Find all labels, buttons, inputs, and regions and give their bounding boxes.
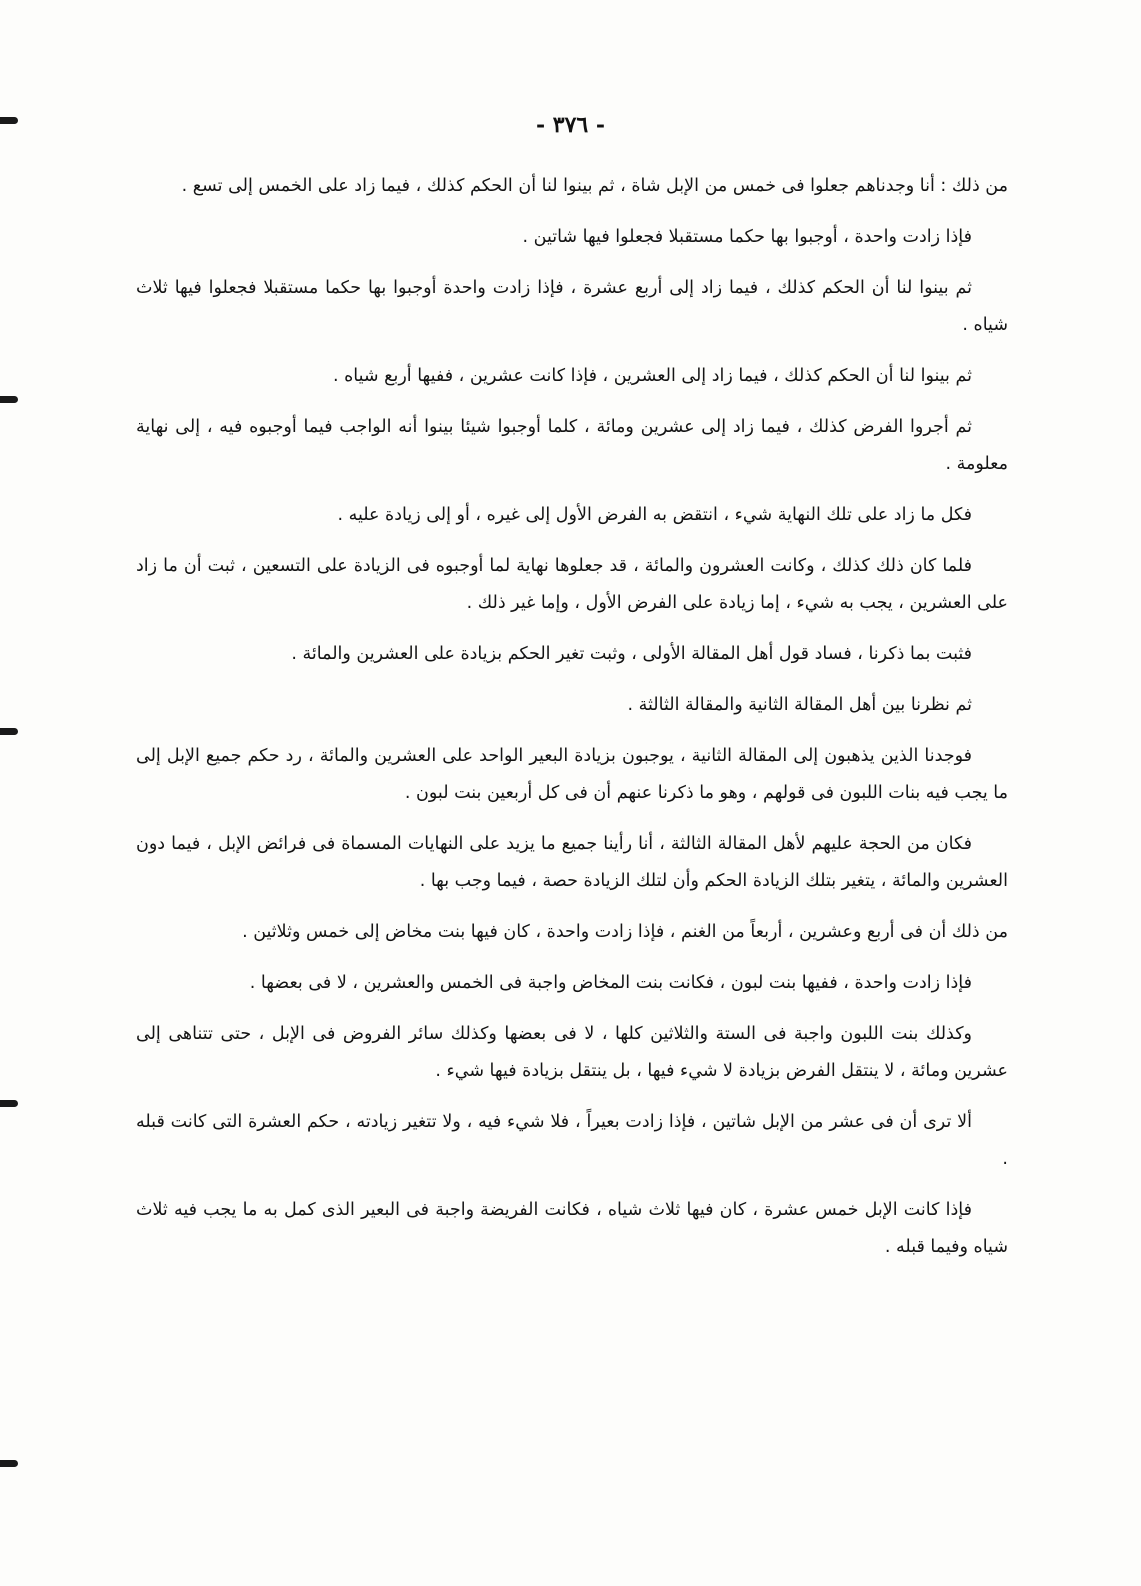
paragraph: ثم بينوا لنا أن الحكم كذلك ، فيما زاد إلى أربع عشرة ، فإذا زادت واحدة أوجبوا بها حكما مستقبلا فجعلوا فيها ثلاث شياه . <box>136 278 1008 335</box>
paragraph: ثم نظرنا بين أهل المقالة الثانية والمقالة الثالثة . <box>627 695 972 715</box>
margin-mark <box>0 396 18 403</box>
margin-mark <box>0 1100 18 1107</box>
paragraph: وكذلك بنت اللبون واجبة فى الستة والثلاثين كلها ، لا فى بعضها وكذلك سائر الفروض فى الإبل ، حتى تتناهى إلى عشرين ومائة ، لا ينتقل الفرض بزيادة لا شيء فيها ، بل ينتقل بزيادة فيها شيء . <box>136 1024 1008 1081</box>
paragraph: فكل ما زاد على تلك النهاية شيء ، انتقض به الفرض الأول إلى غيره ، أو إلى زيادة عليه . <box>337 505 972 525</box>
paragraph: فثبت بما ذكرنا ، فساد قول أهل المقالة الأولى ، وثبت تغير الحكم بزيادة على العشرين والمائة . <box>291 644 972 664</box>
paragraph: ثم أجروا الفرض كذلك ، فيما زاد إلى عشرين ومائة ، كلما أوجبوا شيئا بينوا أنه الواجب فيما أوجبوه فيه ، إلى نهاية معلومة . <box>136 417 1008 474</box>
paragraph: فإذا كانت الإبل خمس عشرة ، كان فيها ثلاث شياه ، فكانت الفريضة واجبة فى البعير الذى كمل به ما يجب فيه ثلاث شياه وفيما قبله . <box>136 1200 1008 1257</box>
page-number: - ٣٧٦ - <box>535 112 606 138</box>
paragraph: فكان من الحجة عليهم لأهل المقالة الثالثة ، أنا رأينا جميع ما يزيد على النهايات المسماة فى فرائض الإبل ، فيما دون العشرين والمائة ، يتغير بتلك الزيادة الحكم وأن لتلك الزيادة حصة ، فيما وجب بها . <box>136 834 1008 891</box>
paragraph: فوجدنا الذين يذهبون إلى المقالة الثانية ، يوجبون بزيادة البعير الواحد على العشرين والمائة ، رد حكم جميع الإبل إلى ما يجب فيه بنات اللبون فى قولهم ، وهو ما ذكرنا عنهم أن فى كل أربعين بنت لبون . <box>136 746 1008 803</box>
margin-mark <box>0 1460 18 1467</box>
paragraph: من ذلك أن فى أربع وعشرين ، أربعاً من الغنم ، فإذا زادت واحدة ، كان فيها بنت مخاض إلى خمس وثلاثين . <box>242 922 1008 942</box>
paragraph: فإذا زادت واحدة ، ففيها بنت لبون ، فكانت بنت المخاض واجبة فى الخمس والعشرين ، لا فى بعضها . <box>249 973 972 993</box>
paragraph: فإذا زادت واحدة ، أوجبوا بها حكما مستقبلا فجعلوا فيها شاتين . <box>522 227 972 247</box>
paragraph: فلما كان ذلك كذلك ، وكانت العشرون والمائة ، قد جعلوها نهاية لما أوجبوه فى الزيادة على التسعين ، ثبت أن ما زاد على العشرين ، يجب به شيء ، إما زيادة على الفرض الأول ، وإما غير ذلك . <box>136 556 1008 613</box>
paragraph: ألا ترى أن فى عشر من الإبل شاتين ، فإذا زادت بعيراً ، فلا شيء فيه ، ولا تتغير زيادته ، حكم العشرة التى كانت قبله . <box>136 1112 1008 1169</box>
paragraph: من ذلك : أنا وجدناهم جعلوا فى خمس من الإبل شاة ، ثم بينوا لنا أن الحكم كذلك ، فيما زاد على الخمس إلى تسع . <box>181 176 1008 196</box>
paragraph: ثم بينوا لنا أن الحكم كذلك ، فيما زاد إلى العشرين ، فإذا كانت عشرين ، ففيها أربع شياه . <box>333 366 972 386</box>
body-text <box>136 168 1008 1280</box>
margin-mark <box>0 728 18 735</box>
